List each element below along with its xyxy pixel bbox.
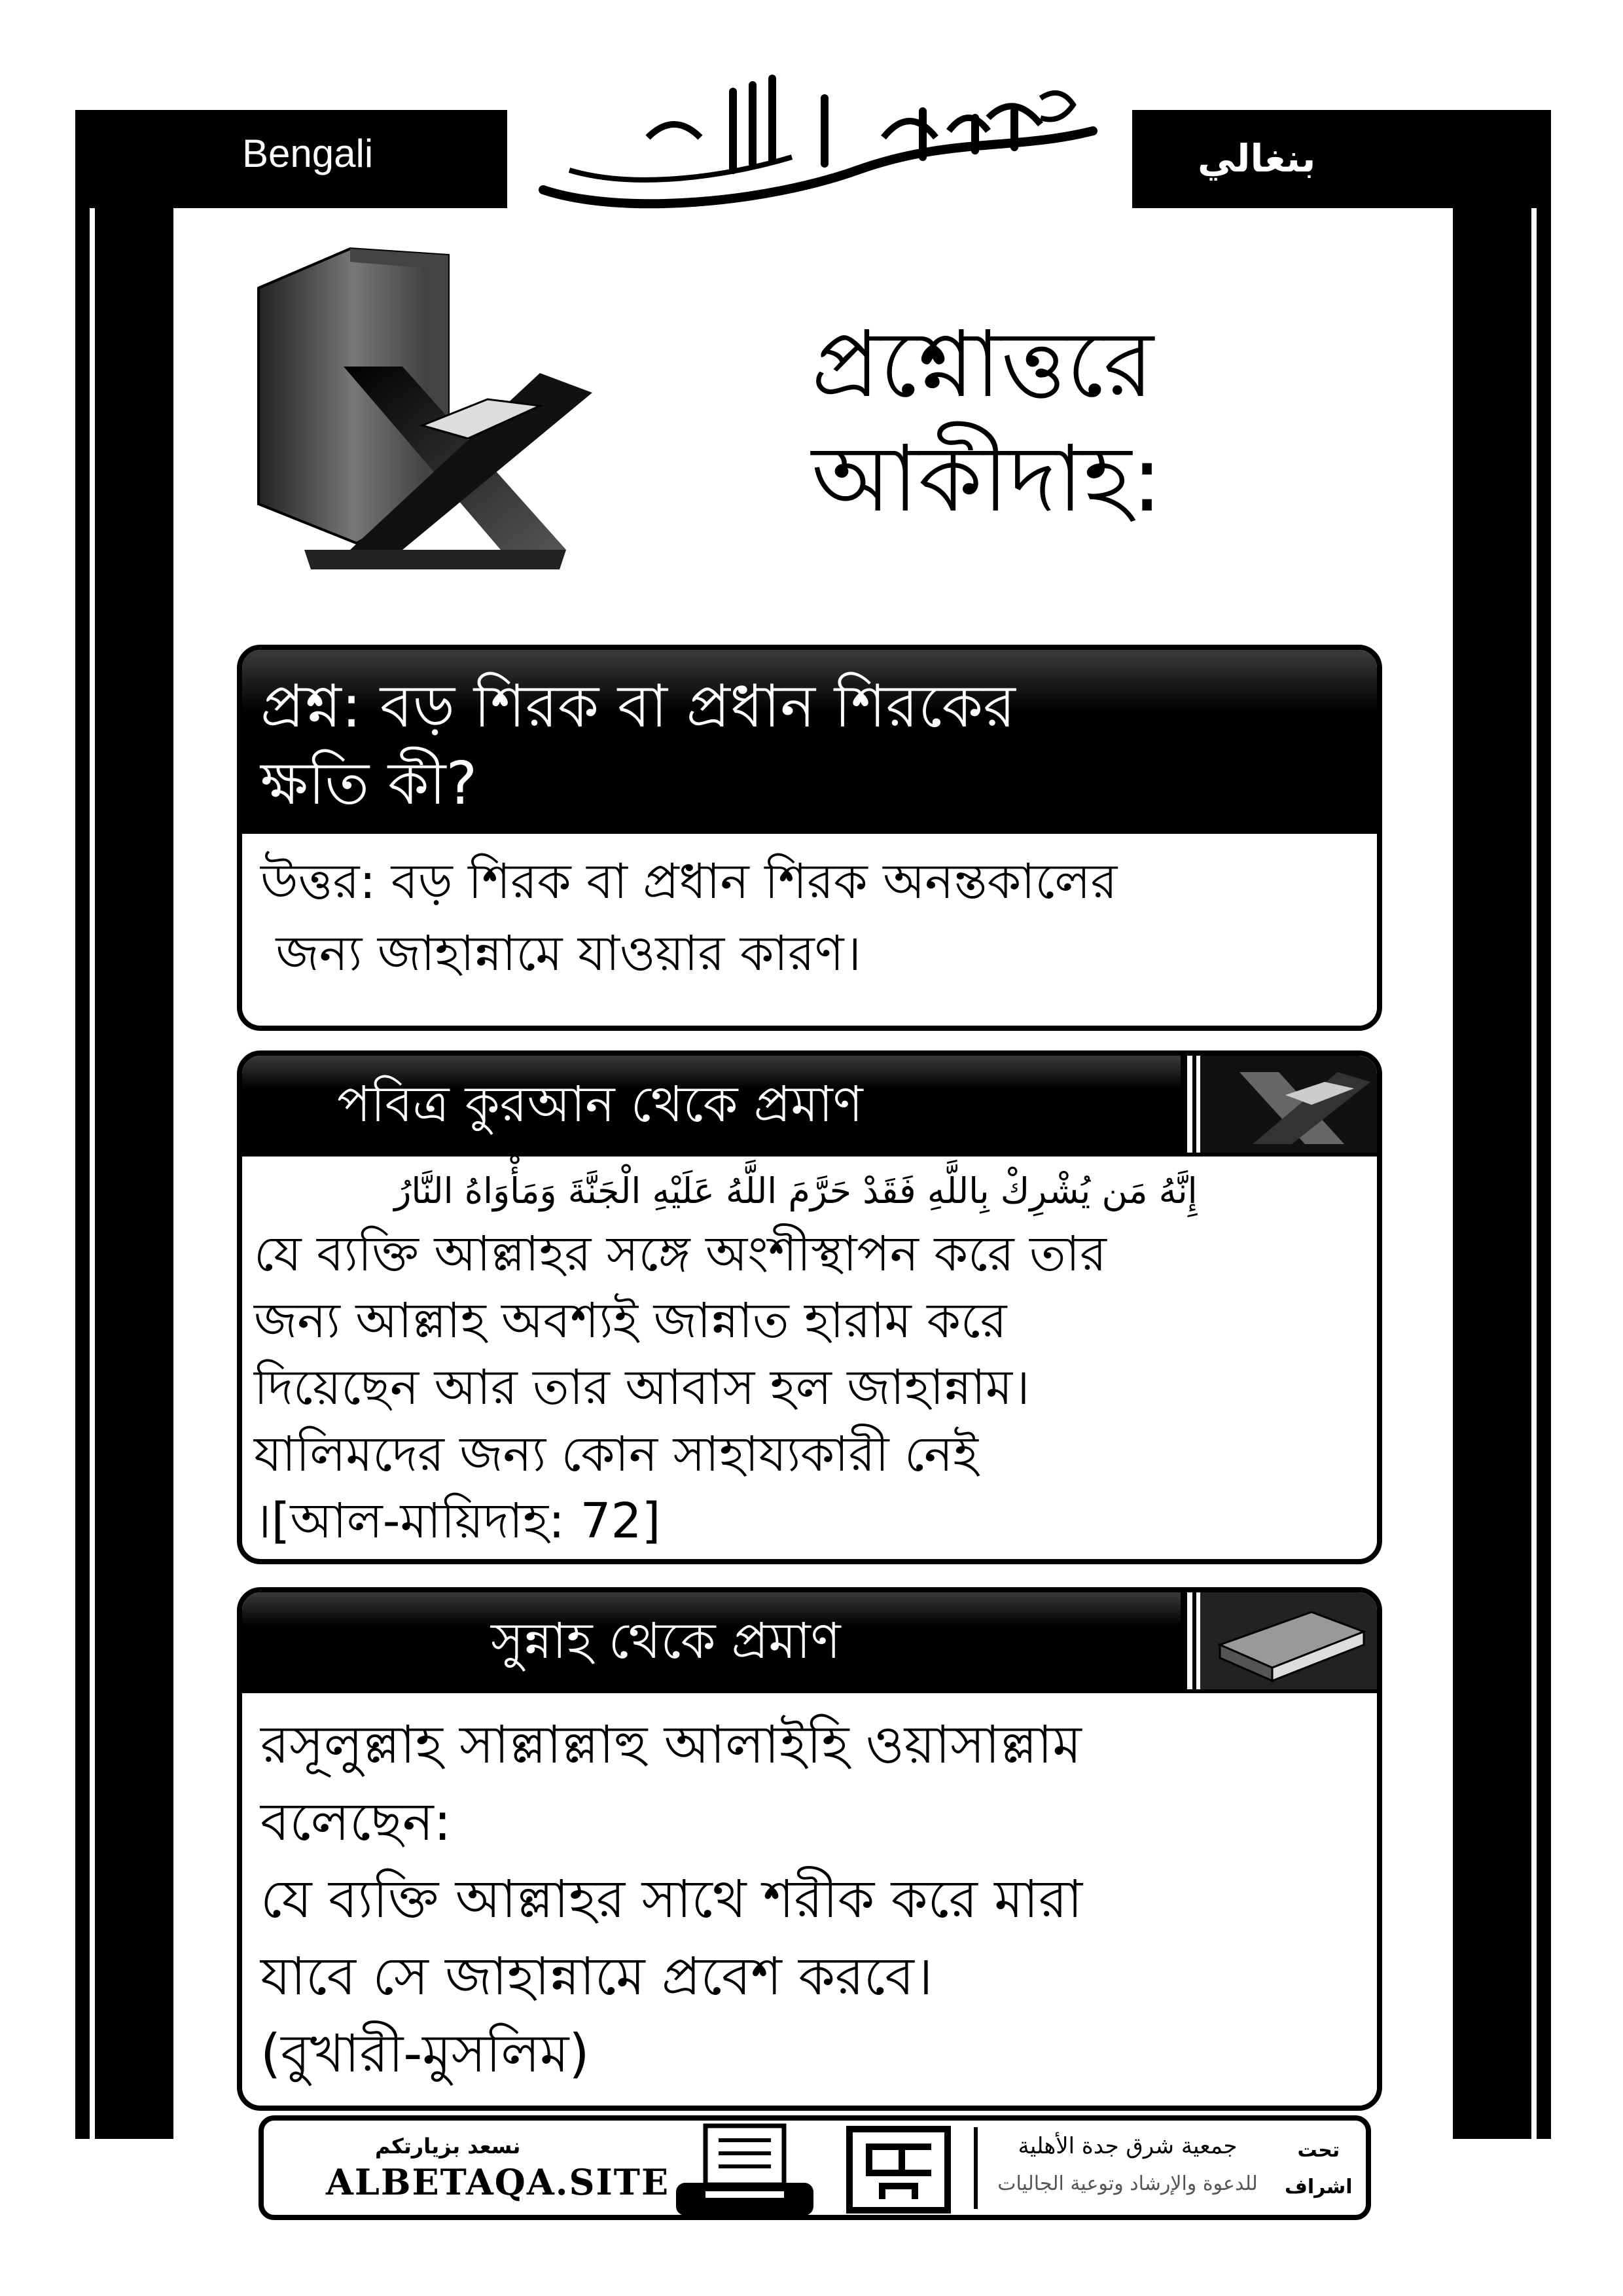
sunnah-line: বলেছেন: (260, 1791, 452, 1852)
language-label-english: Bengali (242, 132, 374, 175)
quran-stand-icon (252, 242, 592, 596)
question-line-1: প্রশ্ন: বড় শিরক বা প্রধান শিরকের (260, 672, 1016, 741)
visit-text: نسعد بزيارتكم (375, 2134, 521, 2159)
quran-line: যালিমদের জন্য কোন সাহায্যকারী নেই (254, 1426, 978, 1482)
frame-left-border (75, 110, 173, 2139)
dawah-calligraphy-logo (840, 2121, 957, 2219)
supervision-label (1285, 2132, 1353, 2206)
quran-evidence-panel (237, 1050, 1382, 1564)
sunnah-line: রসূলুল্লাহ সাল্লাল্লাহু আলাইহি ওয়াসাল্লাম (260, 1714, 1082, 1775)
sunnah-evidence-header (242, 1592, 1377, 1689)
quran-line: যে ব্যক্তি আল্লাহর সঙ্গে অংশীস্থাপন করে তার (254, 1226, 1107, 1282)
supervision-line-2: اشراف (1285, 2176, 1353, 2198)
quran-evidence-header (242, 1056, 1377, 1153)
sunnah-evidence-body (242, 1689, 1377, 2108)
quran-evidence-body (242, 1153, 1377, 1558)
association-line-1: جمعية شرق جدة الأهلية (1018, 2133, 1238, 2159)
question-answer-panel (237, 645, 1382, 1031)
footer-divider (974, 2127, 978, 2209)
answer-body (242, 830, 1377, 1026)
quran-translation (254, 1221, 1377, 1554)
title-line-1: প্রশ্নোত্তরে (812, 312, 1154, 418)
sunnah-source: (বুখারী-মুসলিম) (260, 2023, 590, 2084)
quran-arabic-verse: إِنَّهُ مَن يُشْرِكْ بِاللَّهِ فَقَدْ حَرَّمَ اللَّهُ عَلَيْهِ الْجَنَّةَ وَمَأْوَاهُ النَّارُ (394, 1170, 1198, 1211)
footer-bar (259, 2115, 1371, 2220)
quran-evidence-heading: পবিত্র কুরআন থেকে প্রমাণ (337, 1075, 863, 1133)
page-title (812, 308, 1162, 537)
frame-top-right (1132, 110, 1551, 208)
answer-line-2: জন্য জাহান্নামে যাওয়ার কারণ। (260, 925, 861, 982)
association-line-2: للدعوة والإرشاد وتوعية الجاليات (997, 2172, 1258, 2195)
sunnah-line: যাবে সে জাহান্নামে প্রবেশ করবে। (260, 1946, 933, 2007)
sunnah-line: যে ব্যক্তি আল্লাহর সাথে শরীক করে মারা (260, 1869, 1083, 1929)
association-name (984, 2127, 1272, 2212)
language-label-arabic: بنغالي (1198, 136, 1316, 181)
answer-line-1: উত্তর: বড় শিরক বা প্রধান শিরক অনন্তকালের (260, 853, 1118, 910)
quran-line: দিয়েছেন আর তার আবাস হল জাহান্নাম। (254, 1359, 1030, 1416)
printer-icon[interactable] (666, 2121, 823, 2219)
quran-reference: ।[আল-মায়িদাহ: 72] (254, 1493, 661, 1549)
title-line-2: আকীদাহ: (812, 426, 1163, 533)
question-header (242, 650, 1377, 830)
supervision-line-1: تحت (1297, 2139, 1340, 2162)
book-icon (1181, 1592, 1377, 1689)
site-link[interactable]: ALBETAQA.SITE (326, 2161, 670, 2203)
quran-stand-small-icon (1181, 1056, 1377, 1153)
question-line-2: ক্ষতি কী? (260, 749, 478, 818)
sunnah-evidence-heading: সুন্নাহ থেকে প্রমাণ (491, 1611, 841, 1670)
quran-line: জন্য আল্লাহ অবশ্যই জান্নাত হারাম করে (254, 1293, 1007, 1349)
bismillah-calligraphy (517, 39, 1119, 229)
frame-right-border (1453, 110, 1551, 2139)
sunnah-evidence-panel (237, 1587, 1382, 2111)
